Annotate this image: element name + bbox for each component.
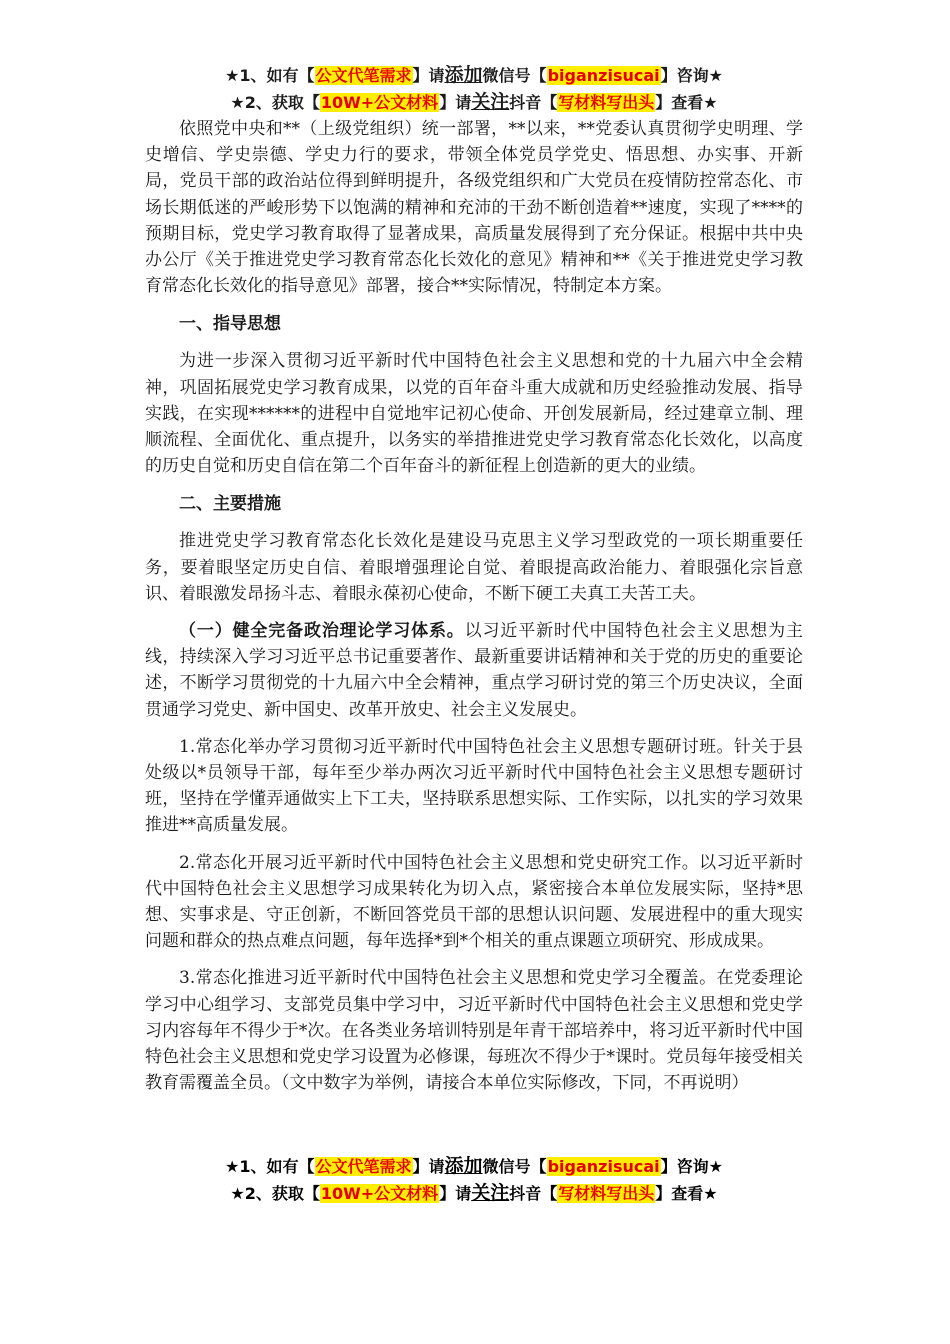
intro-paragraph: 依照党中央和**（上级党组织）统一部署，**以来，**党委认真贯彻学史明理、学史增信、学史崇德、学史力行的要求，带领全体党员学党史、悟思想、办实事、开新局，党员干部的政治站位得到鲜明提升，各级党组织和广大党员在疫情防控常态化、市场长期低迷的严峻形势下以饱满的精神和充沛的干劲不断创造着**速度，实现了****的预期目标，党史学习教育取得了显著成果，高质量发展得到了充分保证。根据中共中央办公厅《关于推进党史学习教育常态化长效化的意见》精神和**《关于推进党史学习教育常态化长效化的指导意见》部署，接合**实际情况，特制定本方案。	[145, 119, 803, 297]
subsection-body: 以习近平新时代中国特色社会主义思想为主线，持续深入学习习近平总书记重要著作、最新重要讲话精神和关于党的历史的重要论述，不断学习贯彻党的十九届六中全会精神，重点学习研讨党的第三个历史决议，全面贯通学习党史、新中国史、改革开放史、社会主义发展史。	[145, 621, 804, 720]
banner-text: 】请	[439, 93, 472, 112]
banner-emphasis: 添加	[444, 64, 483, 86]
banner-emphasis: 关注	[471, 1182, 510, 1204]
guiding-thought-paragraph: 为进一步深入贯彻习近平新时代中国特色社会主义思想和党的十九届六中全会精神，巩固拓展党史学习教育成果，以党的百年奋斗重大成就和历史经验推动发展、指导实践，在实现******的进程中自觉地牢记初心使命、开创发展新局，经过建章立制、理顺流程、全面优化、重点提升，以务实的举措推进党史学习教育常态化长效化，以高度的历史自觉和历史自信在第二个百年奋斗的新征程上创造新的更大的业绩。	[145, 351, 803, 477]
section-heading-main-measures: 二、主要措施	[179, 494, 281, 515]
banner-text: 】咨询★	[660, 66, 723, 85]
section-heading-guiding-thought: 一、指导思想	[179, 314, 281, 335]
banner-highlight: biganzisucai	[547, 1157, 660, 1176]
banner-text: 】请	[412, 1157, 445, 1176]
banner-text: 抖音【	[509, 1184, 558, 1203]
document-page	[145, 62, 803, 1097]
banner-text: ★1、如有【	[225, 66, 315, 85]
banner-text: 】咨询★	[660, 1157, 723, 1176]
measure-item-2: 2.常态化开展习近平新时代中国特色社会主义思想和党史研究工作。以习近平新时代中国特色社会主义思想学习成果转化为切入点，紧密接合本单位发展实际，坚持*思想、实事求是、守正创新，不断回答党员干部的思想认识问题、发展进程中的重大现实问题和群众的热点难点问题，每年选择*到*个相关的重点课题立项研究、形成成果。	[145, 852, 803, 952]
banner-text: 微信号【	[482, 66, 547, 85]
banner-highlight: biganzisucai	[547, 66, 660, 85]
banner-text: 】请	[439, 1184, 472, 1203]
banner-highlight: 写材料写出头	[558, 93, 655, 112]
banner-text: ★1、如有【	[225, 1157, 315, 1176]
banner-highlight: 公文代笔需求	[315, 1157, 412, 1176]
banner-text: ★2、获取【	[230, 93, 320, 112]
banner-text: ★2、获取【	[230, 1184, 320, 1203]
measure-item-3: 3.常态化推进习近平新时代中国特色社会主义思想和党史学习全覆盖。在党委理论学习中心组学习、支部党员集中学习中，习近平新时代中国特色社会主义思想和党史学习内容每年不得少于*次。在各类业务培训特别是年青干部培养中，将习近平新时代中国特色社会主义思想和党史学习设置为必修课，每班次不得少于*课时。党员每年接受相关教育需覆盖全员。（文中数字为举例，请接合本单位实际修改，下同，不再说明）	[145, 968, 803, 1094]
subsection-paragraph	[145, 618, 803, 723]
measure-item-1: 1.常态化举办学习贯彻习近平新时代中国特色社会主义思想专题研讨班。针关于县处级以*员领导干部，每年至少举办两次习近平新时代中国特色社会主义思想专题研讨班，坚持在学懂弄通做实上下工夫，坚持联系思想实际、工作实际，以扎实的学习效果推进**高质量发展。	[145, 736, 803, 836]
banner-highlight: 公文代笔需求	[315, 66, 412, 85]
subsection-title: （一）健全完备政治理论学习体系。	[179, 621, 465, 642]
banner-text: 微信号【	[482, 1157, 547, 1176]
main-measures-paragraph: 推进党史学习教育常态化长效化是建设马克思主义学习型政党的一项长期重要任务，要着眼坚定历史自信、着眼增强理论自觉、着眼提高政治能力、着眼强化宗旨意识、着眼激发昂扬斗志、着眼永葆初心使命，不断下硬工夫真工夫苦工夫。	[145, 531, 803, 604]
banner-highlight: 10W+公文材料	[320, 93, 439, 112]
banner-text: 】查看★	[655, 1184, 718, 1203]
banner-text: 】请	[412, 66, 445, 85]
banner-text: 抖音【	[509, 93, 558, 112]
banner-highlight: 写材料写出头	[558, 1184, 655, 1203]
banner-highlight: 10W+公文材料	[320, 1184, 439, 1203]
banner-emphasis: 关注	[471, 91, 510, 113]
banner-text: 】查看★	[655, 93, 718, 112]
banner-line-2	[145, 89, 803, 116]
banner-line-1	[145, 62, 803, 89]
footer-line-1	[145, 1153, 803, 1180]
footer-line-2	[145, 1180, 803, 1207]
banner-emphasis: 添加	[444, 1155, 483, 1177]
footer-banner	[145, 1153, 803, 1207]
